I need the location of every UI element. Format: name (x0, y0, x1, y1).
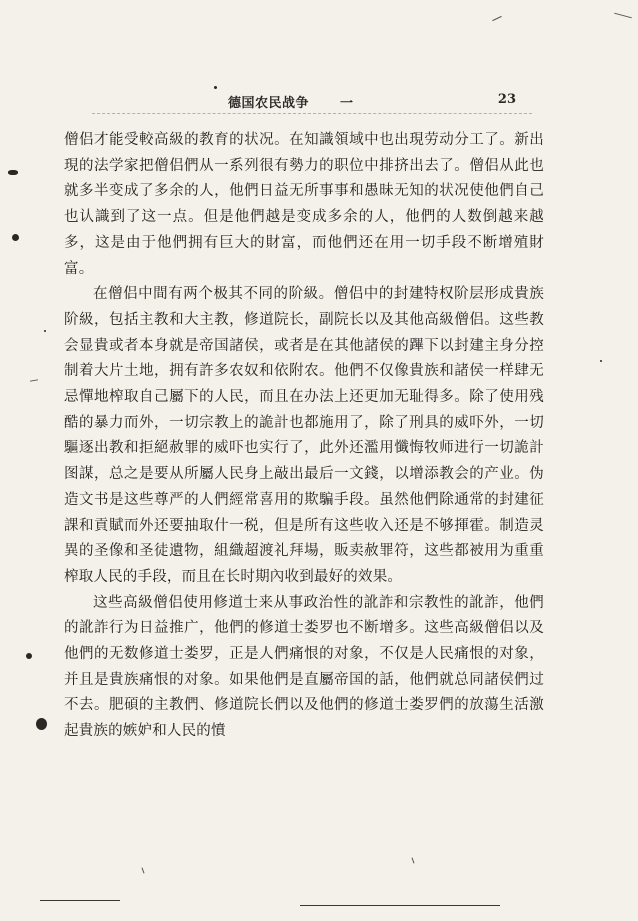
header-title: 德国农民战争 (228, 96, 310, 111)
scan-mark (614, 13, 632, 19)
paragraph-3: 这些高級僧侣使用修道士来从事政治性的訛詐和宗教性的訛詐，他們的訛詐行为日益推广，他們的修道士娄罗也不断增多。这些高級僧侣以及他們的无数修道士娄罗，正是人們痛恨的对象，不仅是人民痛恨的对象，并且是貴族痛恨的对象。如果他們是直屬帝国的話，他們就总同諸侯們过不去。肥碩的主教們、修道院长們以及他們的修道士娄罗們的放蕩生活激起貴族的嫉妒和人民的憤 (64, 594, 544, 740)
scan-speck (26, 653, 32, 659)
scan-mark (142, 868, 145, 874)
scan-speck (214, 86, 217, 89)
page-number: 23 (497, 92, 516, 107)
paragraph-1: 僧侣才能受較高級的教育的状况。在知識領域中也出現劳动分工了。新出現的法学家把僧侣們从一系列很有勢力的职位中排挤出去了。僧侣从此也就多半变成了多余的人，他們日益无所事事和愚昧无知的状况使他們自己也认識到了这一点。但是他們越是变成多余的人，他們的人数倒越来越多，这是由于他們拥有巨大的財富，而他們还在用一切手段不断增殖財富。 (64, 132, 544, 277)
running-header (96, 92, 516, 110)
paragraph-2: 在僧侣中間有两个极其不同的阶級。僧侣中的封建特权阶层形成貴族阶級，包括主教和大主教，修道院长，副院长以及其他高級僧侣。这些教会显貴或者本身就是帝国諸侯，或者是在其他諸侯的蹕下以封建主身分控制着大片土地，拥有許多农奴和依附农。他們不仅像貴族和諸侯一样肆无忌憚地榨取自己屬下的人民，而且在办法上还更加无耻得多。除了使用残酷的暴力而外，一切宗教上的詭計也都施用了，除了刑具的威吓外，一切驅逐出教和拒絕赦罪的威吓也实行了，此外还濫用懺悔牧师进行一切詭計图謀，总之是要从所屬人民身上敲出最后一文錢，以增添教会的产业。伪造文书是这些尊严的人們經常喜用的欺騙手段。虽然他們除通常的封建征課和貢賦而外还要抽取什一税，但是所有这些收入还是不够揮霍。制造灵異的圣像和圣徒遺物，組織超渡礼拜場，販卖赦罪符，这些都被用为重重榨取人民的手段，而且在长时期內收到最好的效果。 (64, 286, 544, 585)
scan-mark (40, 900, 120, 901)
header-chapter-dash: 一 (340, 96, 354, 111)
header-rule (92, 113, 532, 114)
scan-mark (300, 905, 500, 906)
scan-speck (600, 360, 602, 362)
body-text (64, 128, 544, 745)
scan-mark (412, 858, 415, 864)
scan-speck (8, 170, 18, 175)
scan-mark (492, 16, 501, 21)
scan-mark (30, 379, 38, 381)
scan-speck (36, 718, 47, 730)
scan-speck (44, 330, 46, 332)
scan-speck (12, 234, 19, 241)
